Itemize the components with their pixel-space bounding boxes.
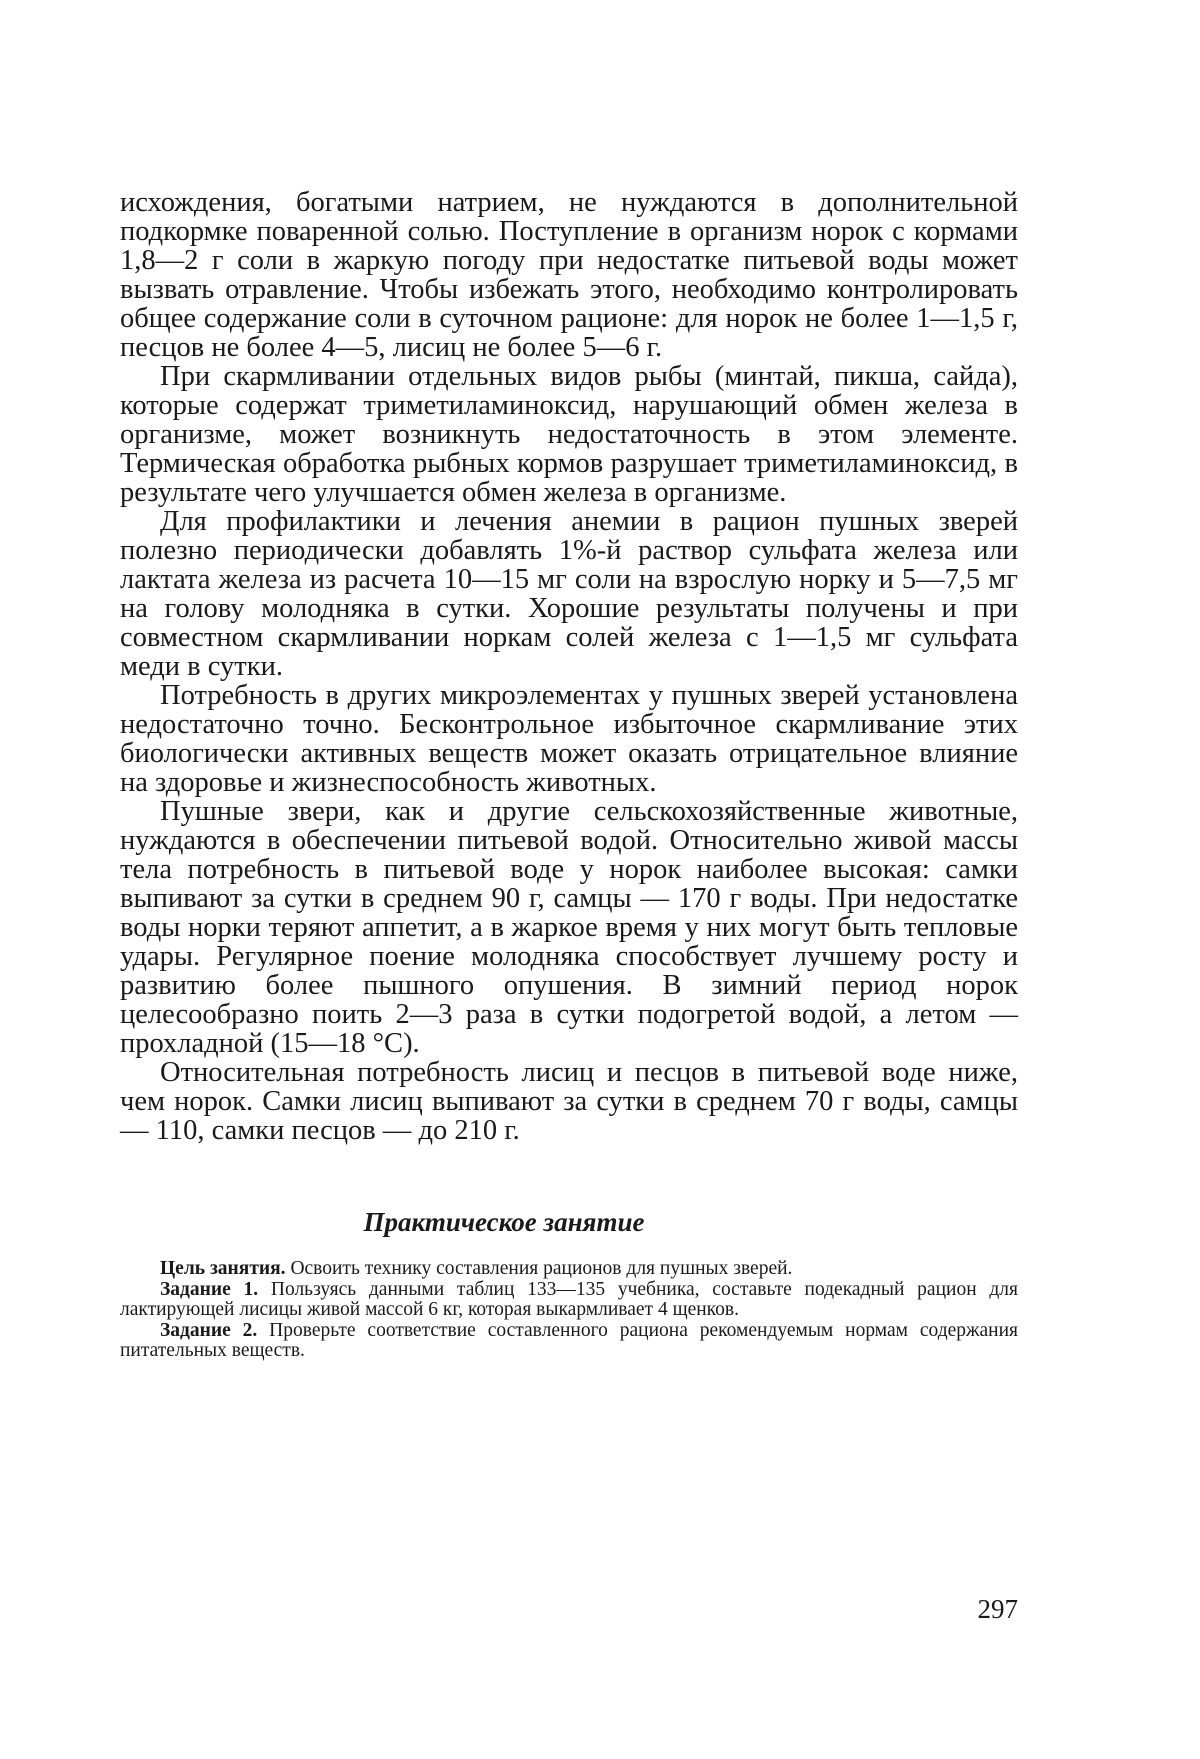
paragraph-anemia: Для профилактики и лечения анемии в рацион пушных зверей полезно периодически добавлять 1%-й раствор сульфата железа или лактата железа из расчета 10—15 мг соли на взрослую норку и 5—7,5 мг на голову молодняка в сутки. Хорошие результаты получены и при совместном скармливании норкам солей железа с 1—1,5 мг сульфата меди в сутки. — [120, 506, 1018, 682]
practice-goal — [120, 1259, 1018, 1280]
goal-label: Цель занятия. — [160, 1258, 286, 1279]
practice-block — [120, 1259, 1018, 1362]
task1-text: Пользуясь данными таблиц 133—135 учебника, составьте подекадный рацион для лактирующей лисицы живой массой 6 кг, которая выкармливает 4 щенков. — [120, 1278, 1018, 1320]
body-text — [120, 188, 1018, 1145]
practice-task-1 — [120, 1280, 1018, 1321]
paragraph-water-minks: Пушные звери, как и другие сельскохозяйственные животные, нуждаются в обеспечении питьевой водой. Относительно живой массы тела потребность в питьевой воде у норок наиболее высокая: самки выпивают за сутки в среднем 90 г, самцы — 170 г воды. При недостатке воды норки теряют аппетит, а в жаркое время у них могут быть тепловые удары. Регулярное поение молодняка способствует лучшему росту и развитию более пышного опушения. В зимний период норок целесообразно поить 2—3 раза в сутки подогретой водой, а летом — прохладной (15—18 °С). — [120, 796, 1018, 1059]
page — [120, 188, 1018, 1362]
task1-label: Задание 1. — [160, 1278, 259, 1300]
practice-task-2 — [120, 1321, 1018, 1362]
paragraph-salt: исхождения, богатыми натрием, не нуждаются в дополнительной подкормке поваренной солью. Поступление в организм норок с кормами 1,8—2 г соли в жаркую погоду при недостатке питьевой воды может вызвать отравление. Чтобы избежать этого, необходимо контролировать общее содержание соли в суточном рационе: для норок не более 1—1,5 г, песцов не более 4—5, лисиц не более 5—6 г. — [120, 187, 1018, 363]
paragraph-microelements: Потребность в других микроэлементах у пушных зверей установлена недостаточно точно. Бесконтрольное избыточное скармливание этих биологически активных веществ может оказать отрицательное влияние на здоровье и жизнеспособность животных. — [120, 680, 1018, 798]
paragraph-fish-iron: При скармливании отдельных видов рыбы (минтай, пикша, сайда), которые содержат триметиламиноксид, нарушающий обмен железа в организме, может возникнуть недостаточность в этом элементе. Термическая обработка рыбных кормов разрушает триметиламиноксид, в результате чего улучшается обмен железа в организме. — [120, 361, 1018, 508]
page-number: 297 — [977, 1594, 1018, 1624]
task2-text: Проверьте соответствие составленного рациона рекомендуемым нормам содержания питательных веществ. — [120, 1319, 1018, 1361]
section-title: Практическое занятие — [363, 1207, 645, 1237]
paragraph-water-foxes: Относительная потребность лисиц и песцов в питьевой воде ниже, чем норок. Самки лисиц выпивают за сутки в среднем 70 г воды, самцы — 110, самки песцов — до 210 г. — [120, 1057, 1018, 1146]
task2-label: Задание 2. — [160, 1319, 258, 1341]
goal-text: Освоить технику составления рационов для пушных зверей. — [285, 1258, 793, 1279]
